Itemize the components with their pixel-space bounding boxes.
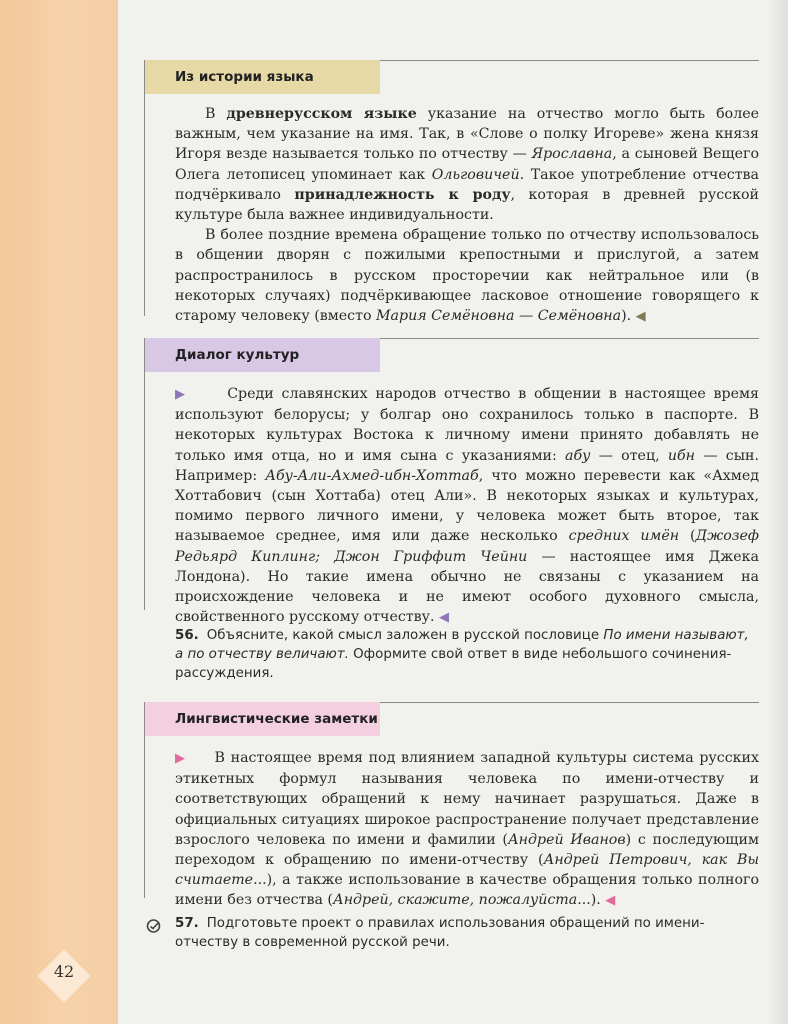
section-end-marker-icon: ◀	[605, 893, 616, 909]
box-top-rule	[380, 60, 759, 61]
dialog-of-cultures-box	[144, 338, 760, 626]
box-top-rule	[380, 338, 759, 339]
task-57: 57. Подготовьте проект о правилах использования обращений по имени-отчеству в современной русской речи.	[175, 916, 705, 950]
paragraph: В более поздние времена обращение только по отчеству использовалось в общении дворян с пожилыми крепостными и прислугой, а затем распространилось в русском просторечии как нейтральное или (в некоторых случаях) подчёркивающее ласковое отношение говорящего к старому человеку (вместо Мария Семёновна — Семёновна). ◀	[175, 227, 759, 325]
project-icon	[146, 918, 162, 934]
box-title: Из истории языка	[145, 60, 380, 94]
section-start-marker-icon: ▶	[175, 751, 187, 766]
task-number: 57.	[175, 916, 199, 931]
box-text	[145, 736, 759, 912]
page-number-badge	[30, 950, 98, 1002]
paragraph: В древнерусском языке указание на отчество могло быть более важным, чем указание на имя. Так, в «Слове о полку Игореве» жена князя Игоря везде называется только по отчеству — Ярославна, а сыновей Вещего Олега летописец упоминает как Ольговичей. Такое употребление отчества подчёркивало принадлежность к роду, которая в древней русской культуре была важнее индивидуальности.	[175, 106, 759, 224]
section-end-marker-icon: ◀	[439, 610, 449, 626]
box-top-rule	[380, 702, 759, 703]
page-fold-shadow	[766, 0, 788, 1024]
page-number: 42	[53, 962, 75, 981]
page-margin-strip	[0, 0, 118, 1024]
history-of-language-box	[144, 60, 759, 325]
box-title: Диалог культур	[145, 338, 380, 372]
paragraph: ▶ В настоящее время под влиянием западной культуры система русских этикетных формул называния человека по имени-отчеству и соответствующих обращений к нему начинает разрушаться. Даже в официальных ситуациях широкое распространение получает представление взрослого человека по имени и фамилии (Андрей Иванов) с последующим переходом к обращению по имени-отчеству (Андрей Петрович, как Вы считаете...), а также использование в качестве обращения только полного имени без отчества (Андрей, скажите, пожалуйста...). ◀	[175, 750, 760, 909]
box-title: Лингвистические заметки	[145, 702, 380, 736]
section-end-marker-icon: ◀	[635, 309, 646, 325]
task-number: 56.	[175, 628, 199, 643]
paragraph: ▶ Среди славянских народов отчество в общении в настоящее время используют белорусы; у болгар оно сохранилось только в паспорте. В некоторых культурах Востока к личному имени принято добавлять не только имя отца, но и имя сына с указаниями: абу — отец, ибн — сын. Например: Абу-Али-Ахмед-ибн-Хоттаб, что можно перевести как «Ахмед Хоттабович (сын Хоттаба) отец Али». В некоторых языках и культурах, помимо первого личного имени, у человека может быть второе, так называемое среднее, имя или даже несколько средних имён (Джозеф Редьярд Киплинг; Джон Гриффит Чейни — настоящее имя Джека Лондона). Но такие имена обычно не связаны с указанием на происхождение человека и не имеют особого духовного смысла, свойственного русскому отчеству. ◀	[175, 386, 760, 626]
task-56: 56. Объясните, какой смысл заложен в русской пословице По имени называют, а по отчеству величают. Оформите свой ответ в виде небольшого сочинения-рассуждения.	[175, 628, 749, 681]
box-text	[145, 94, 759, 327]
section-start-marker-icon: ▶	[175, 387, 189, 402]
linguistic-notes-box	[144, 702, 760, 909]
box-text	[145, 372, 759, 628]
